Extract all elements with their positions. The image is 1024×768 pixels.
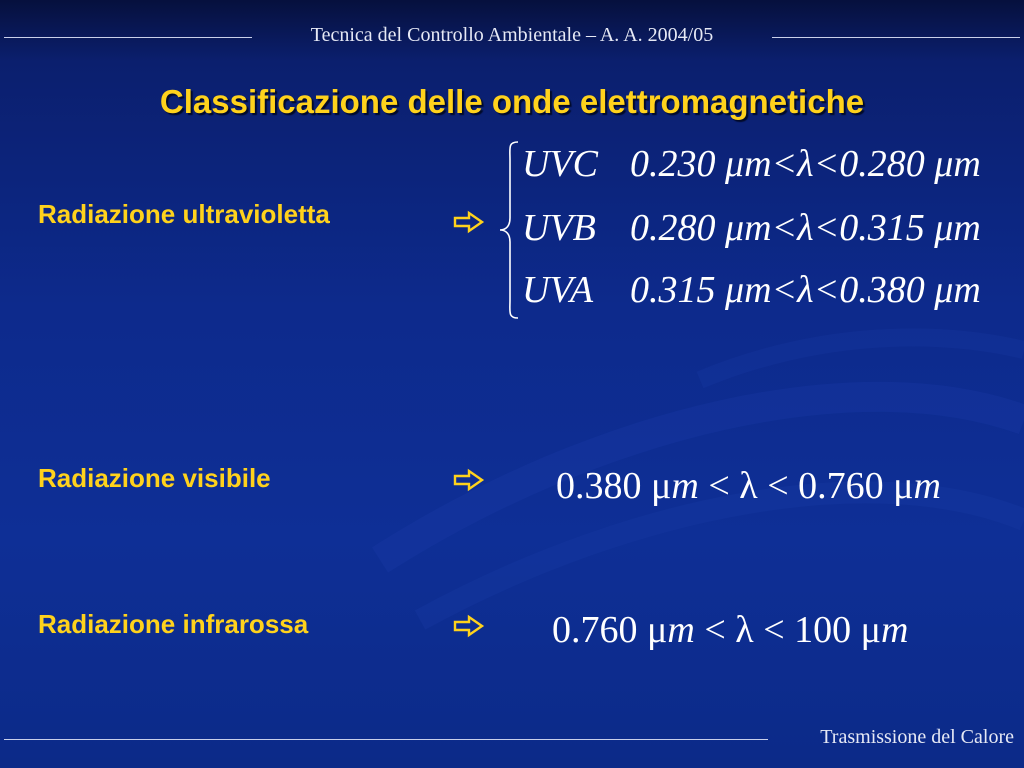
uv-band-range: 0.315 μm<λ<0.380 μm: [630, 269, 981, 311]
visible-unit-m-2: m: [913, 465, 941, 507]
uv-band-row: [522, 142, 981, 186]
visible-lambda: λ: [739, 465, 758, 507]
uv-band-name: UVC: [522, 143, 598, 185]
infrared-high: 100: [794, 609, 852, 651]
uv-band-row: [522, 206, 981, 250]
infrared-lambda: λ: [735, 609, 754, 651]
visible-low: 0.380: [556, 465, 642, 507]
uv-band-range: 0.230 μm<λ<0.280 μm: [630, 143, 981, 185]
right-arrow-icon: [452, 210, 486, 234]
label-infrared: Radiazione infrarossa: [38, 609, 309, 639]
label-visible: Radiazione visibile: [38, 463, 271, 493]
uv-band-name: UVB: [522, 207, 596, 249]
slide-title: Classificazione delle onde elettromagnetiche: [159, 83, 865, 120]
visible-range-equation: [556, 464, 941, 508]
left-brace: [498, 140, 520, 320]
uv-band-row: [522, 268, 981, 312]
visible-unit-mu: μ: [651, 465, 672, 507]
footer-title: Trasmissione del Calore: [820, 726, 1014, 748]
uv-band-range: 0.280 μm<λ<0.315 μm: [630, 207, 981, 249]
infrared-range-equation: [552, 608, 908, 652]
infrared-low: 0.760: [552, 609, 638, 651]
infrared-unit-mu: μ: [647, 609, 668, 651]
infrared-lt-1: <: [704, 609, 726, 651]
infrared-unit-m-2: m: [881, 609, 909, 651]
visible-high: 0.760: [798, 465, 884, 507]
uv-band-name: UVA: [522, 269, 594, 311]
label-ultraviolet: Radiazione ultravioletta: [38, 199, 330, 229]
visible-unit-mu-2: μ: [893, 465, 914, 507]
infrared-unit-m: m: [667, 609, 695, 651]
footer-rule: [4, 739, 768, 740]
infrared-lt-2: <: [763, 609, 785, 651]
course-header: Tecnica del Controllo Ambientale – A. A. 2004/05: [310, 24, 714, 46]
right-arrow-icon: [452, 468, 486, 492]
visible-lt-2: <: [767, 465, 789, 507]
infrared-unit-mu-2: μ: [860, 609, 882, 651]
visible-unit-m: m: [671, 465, 699, 507]
right-arrow-icon: [452, 614, 486, 638]
visible-lt-1: <: [708, 465, 730, 507]
